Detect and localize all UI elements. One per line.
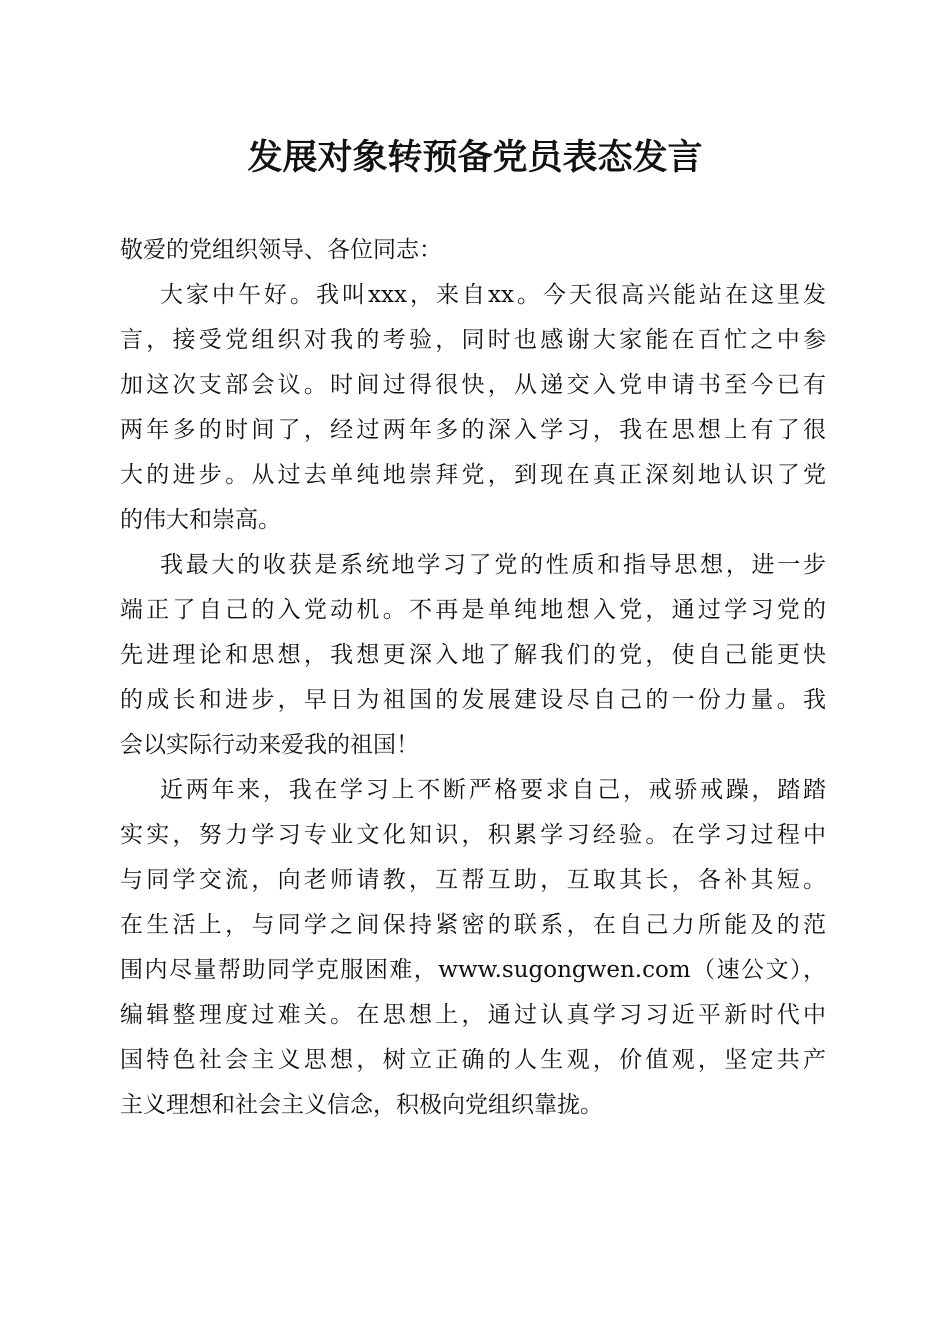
text-line: 在生活上，与同学之间保持紧密的联系，在自己力所能及的范 (120, 912, 826, 938)
document-body (120, 228, 826, 1128)
text-line: 近两年来，我在学习上不断严格要求自己，戒骄戒躁，踏踏 (160, 777, 826, 803)
text-line: 加这次支部会议。时间过得很快，从递交入党申请书至今已有 (120, 372, 826, 398)
text-line: 言，接受党组织对我的考验，同时也感谢大家能在百忙之中参 (120, 327, 826, 353)
text-line: 两年多的时间了，经过两年多的深入学习，我在思想上有了很 (120, 417, 826, 443)
text-line: 与同学交流，向老师请教，互帮互助，互取其长，各补其短。 (120, 867, 826, 893)
text-line: 先进理论和思想，我想更深入地了解我们的党，使自己能更快 (120, 642, 826, 668)
text-line: 实实，努力学习专业文化知识，积累学习经验。在学习过程中 (120, 822, 826, 848)
text-line: 会以实际行动来爱我的祖国！ (120, 732, 419, 758)
text-line: 编辑整理度过难关。在思想上，通过认真学习习近平新时代中 (120, 1002, 826, 1028)
document-title: 发展对象转预备党员表态发言 (247, 137, 703, 178)
paragraph-3 (120, 768, 826, 1128)
text-line: 的成长和进步，早日为祖国的发展建设尽自己的一份力量。我 (120, 687, 826, 713)
text-line: 的伟大和崇高。 (120, 507, 281, 533)
text-line: 我最大的收获是系统地学习了党的性质和指导思想，进一步 (160, 552, 826, 578)
paragraph-1 (120, 273, 826, 543)
paragraph-2 (120, 543, 826, 768)
text-line: 国特色社会主义思想，树立正确的人生观，价值观，坚定共产 (120, 1047, 826, 1073)
text-line: 端正了自己的入党动机。不再是单纯地想入党，通过学习党的 (120, 597, 826, 623)
text-line: 大的进步。从过去单纯地崇拜党，到现在真正深刻地认识了党 (120, 462, 826, 488)
salutation: 敬爱的党组织领导、各位同志： (120, 237, 442, 263)
text-line: 主义理想和社会主义信念，积极向党组织靠拢。 (120, 1092, 603, 1118)
text-line: 大家中午好。我叫xxx，来自xx。今天很高兴能站在这里发 (160, 282, 826, 308)
text-line: 围内尽量帮助同学克服困难，www.sugongwen.com（速公文）， (120, 957, 826, 983)
